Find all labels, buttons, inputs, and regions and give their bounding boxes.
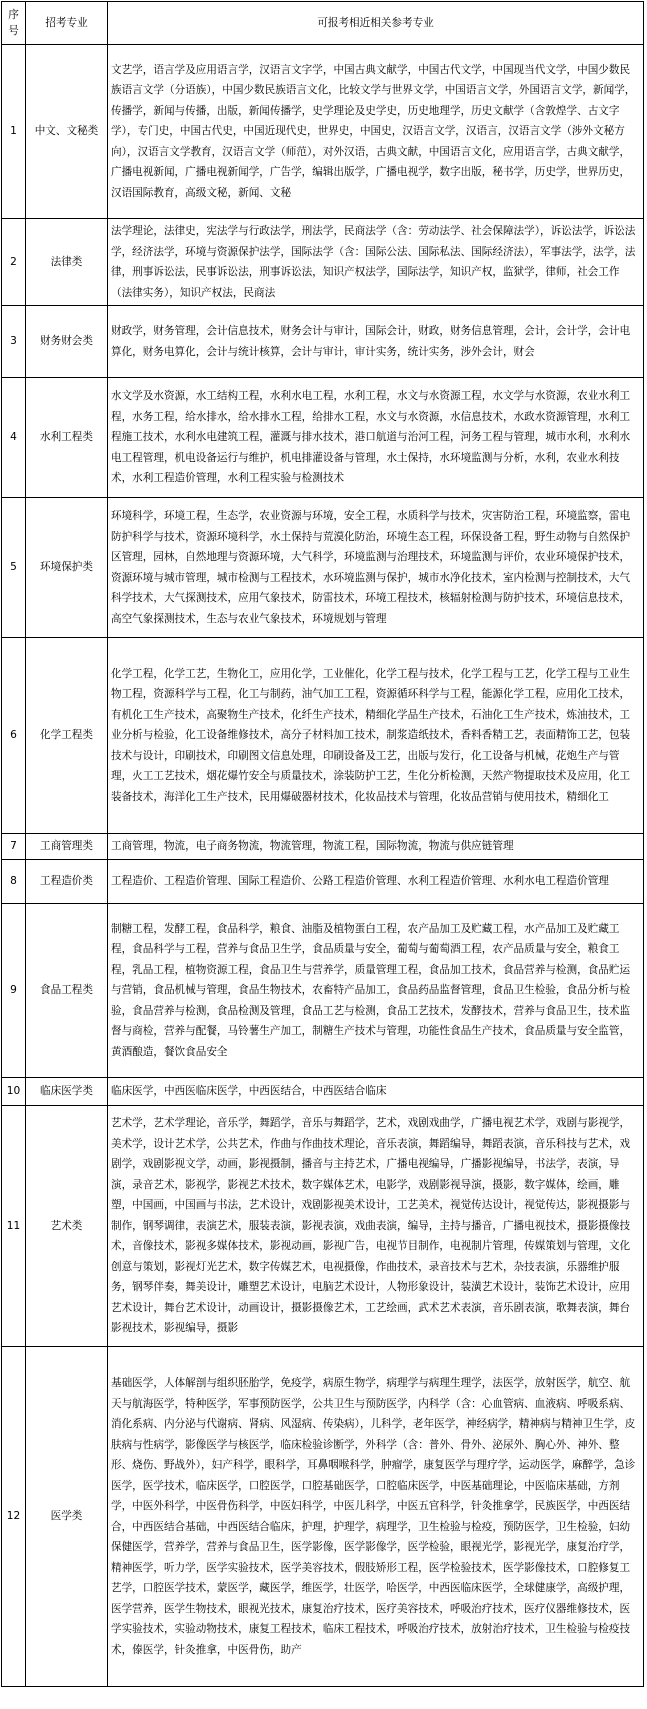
table-row (2, 45, 644, 219)
row-major: 化学工程类 (26, 638, 108, 834)
row-related-majors: 水文学及水资源，水工结构工程，水利水电工程，水利工程，水文与水资源工程，水文学与水资源，农业水利工程，水务工程，给水排水，给水排水工程，给排水工程，水文与水资源，水信息技术，水政水资源管理，水利工程施工技术，水利水电建筑工程，灌溉与排水技术，港口航道与治河工程，河务工程与管理，城市水利，水利水电工程管理，机电设备运行与维护，机电排灌设备与管理，水土保持，水环境监测与分析，水利，农业水利技术，水利工程造价管理，水利工程实验与检测技术 (108, 378, 644, 498)
table-row (2, 1106, 644, 1347)
row-major: 艺术类 (26, 1106, 108, 1347)
row-major: 环境保护类 (26, 498, 108, 638)
table-header-row (2, 2, 644, 45)
row-major: 法律类 (26, 219, 108, 306)
row-related-majors: 基础医学，人体解剖与组织胚胎学，免疫学，病原生物学，病理学与病理生理学，法医学，放射医学，航空、航天与航海医学，特种医学，军事预防医学，公共卫生与预防医学，内科学（含：心血管病、血液病、呼吸系病、消化系病、内分泌与代谢病、肾病、风湿病、传染病），儿科学，老年医学，神经病学，精神病与精神卫生学，皮肤病与性病学，影像医学与核医学，临床检验诊断学，外科学（含：普外、骨外、泌尿外、胸心外、神外、整形、烧伤、野战外），妇产科学，眼科学，耳鼻咽喉科学，肿瘤学，康复医学与理疗学，运动医学，麻醉学，急诊医学，医学技术，临床医学，口腔医学，口腔基础医学，口腔临床医学，中医基础理论，中医临床基础，方剂学，中医外科学，中医骨伤科学，中医妇科学，中医儿科学，中医五官科学，针灸推拿学，民族医学，中西医结合，中西医结合基础，中西医结合临床，护理，护理学，病理学，卫生检验与检疫，预防医学，卫生检验，妇幼保健医学，营养学，营养与食品卫生，医学影像，医学影像学，医学检验，眼视光学，影视光学，康复治疗学，精神医学，听力学，医学实验技术，医学美容技术，假肢矫形工程，医学检验技术，医学影像技术，口腔修复工艺学，口腔医学技术，蒙医学，藏医学，维医学，壮医学，哈医学，中西医临床医学，全球健康学，高级护理，医学营养，医学生物技术，眼视光技术，康复治疗技术，医疗美容技术，呼吸治疗技术，医疗仪器维修技术，医学实验技术，实验动物技术，康复工程技术，临床工程技术，呼吸治疗技术，放射治疗技术，卫生检验与检疫技术，傣医学，针灸推拿，中医骨伤，助产 (108, 1347, 644, 1687)
table-row (2, 1347, 644, 1687)
row-major: 工程造价类 (26, 860, 108, 904)
row-related-majors: 制糖工程，发酵工程，食品科学，粮食、油脂及植物蛋白工程，农产品加工及贮藏工程，水产品加工及贮藏工程，食品科学与工程，营养与食品卫生学，食品质量与安全，葡萄与葡萄酒工程，农产品质量与安全，粮食工程，乳品工程，植物资源工程，食品卫生与营养学，质量管理工程，食品加工技术，食品营养与检测，食品贮运与营销，食品机械与管理，食品生物技术，农畜特产品加工，食品药品监督管理，食品卫生检验，食品分析与检验，食品营养与检测，食品检测及管理，食品工艺与检测，食品工艺技术，发酵技术，营养与食品卫生，技术监督与商检，营养与配餐，马铃薯生产加工，制糖生产技术与管理，功能性食品生产技术，食品质量与安全监管，黄酒酿造，餐饮食品安全 (108, 904, 644, 1078)
row-number: 6 (2, 638, 26, 834)
row-number: 5 (2, 498, 26, 638)
row-related-majors: 化学工程，化学工艺，生物化工，应用化学，工业催化，化学工程与技术，化学工程与工艺，化学工程与工业生物工程，资源科学与工程，化工与制药，油气加工工程，资源循环科学与工程，能源化学工程，应用化工技术，有机化工生产技术，高聚物生产技术，化纤生产技术，精细化学品生产技术，石油化工生产技术，炼油技术，工业分析与检验，化工设备维修技术，高分子材料加工技术，制浆造纸技术，香料香精工艺，表面精饰工艺，包装技术与设计，印刷技术，印刷图文信息处理，印刷设备及工艺，出版与发行，化工设备与机械，花炮生产与管理，火工工艺技术，烟花爆竹安全与质量技术，涂装防护工艺，生化分析检测，天然产物提取技术及应用，化工装备技术，海洋化工生产技术，民用爆破器材技术，化妆品技术与管理，化妆品营销与使用技术，精细化工 (108, 638, 644, 834)
row-related-majors: 临床医学，中西医临床医学，中西医结合，中西医结合临床 (108, 1078, 644, 1106)
row-number: 11 (2, 1106, 26, 1347)
table-row (2, 498, 644, 638)
row-major: 财务财会类 (26, 306, 108, 378)
major-reference-table (1, 1, 644, 1687)
header-related: 可报考相近相关参考专业 (108, 2, 644, 45)
row-related-majors: 法学理论，法律史，宪法学与行政法学，刑法学，民商法学（含：劳动法学、社会保障法学），诉讼法学，诉讼法学，经济法学，环境与资源保护法学，国际法学（含：国际公法、国际私法、国际经济法），军事法学，法学，法律，刑事诉讼法，民事诉讼法，刑事诉讼法，知识产权法学，国际法学，知识产权，监狱学，律师，社会工作（法律实务），知识产权法，民商法 (108, 219, 644, 306)
table-row (2, 1078, 644, 1106)
table-row (2, 834, 644, 860)
row-number: 3 (2, 306, 26, 378)
table-row (2, 306, 644, 378)
row-number: 7 (2, 834, 26, 860)
row-number: 10 (2, 1078, 26, 1106)
row-major: 医学类 (26, 1347, 108, 1687)
row-related-majors: 财政学，财务管理，会计信息技术，财务会计与审计，国际会计，财政，财务信息管理，会计，会计学，会计电算化，财务电算化，会计与统计核算，会计与审计，审计实务，统计实务，涉外会计，财会 (108, 306, 644, 378)
row-number: 9 (2, 904, 26, 1078)
row-number: 1 (2, 45, 26, 219)
table-row (2, 638, 644, 834)
row-related-majors: 文艺学，语言学及应用语言学，汉语言文字学，中国古典文献学，中国古代文学，中国现当代文学，中国少数民族语言文学（分语族），中国少数民族语言文化，比较文学与世界文学，中国语言文学，外国语言文学，新闻学，传播学，新闻与传播，出版，新闻传播学，史学理论及史学史，历史地理学，历史文献学（含敦煌学、古文字学），专门史，中国古代史，中国近现代史，世界史，中国史，汉语言文学，汉语言，汉语言文学（涉外文秘方向），汉语言文学教育，汉语言文学（师范），对外汉语，古典文献，中国语言文化，应用语言学，古典文献学，广播电视新闻，广播电视新闻学，广告学，编辑出版学，广播电视学，数字出版，秘书学，历史学，世界历史，汉语国际教育，高级文秘，新闻、文秘 (108, 45, 644, 219)
row-related-majors: 工商管理，物流，电子商务物流，物流管理，物流工程，国际物流，物流与供应链管理 (108, 834, 644, 860)
table-row (2, 904, 644, 1078)
row-major: 工商管理类 (26, 834, 108, 860)
row-number: 8 (2, 860, 26, 904)
row-number: 2 (2, 219, 26, 306)
row-related-majors: 工程造价、工程造价管理、国际工程造价、公路工程造价管理、水利工程造价管理、水利水电工程造价管理 (108, 860, 644, 904)
row-major: 水利工程类 (26, 378, 108, 498)
header-no: 序号 (2, 2, 26, 45)
row-number: 12 (2, 1347, 26, 1687)
table-row (2, 860, 644, 904)
row-related-majors: 环境科学，环境工程，生态学，农业资源与环境，安全工程，水质科学与技术，灾害防治工程，环境监察，雷电防护科学与技术，资源环境科学，水土保持与荒漠化防治，环境生态工程，环保设备工程，野生动物与自然保护区管理，园林，自然地理与资源环境，大气科学，环境监测与治理技术，环境监测与评价，农业环境保护技术，资源环境与城市管理，城市检测与工程技术，水环境监测与保护，城市水净化技术，室内检测与控制技术，大气科学技术，大气探测技术，应用气象技术，防雷技术，环境工程技术，核辐射检测与防护技术，环境信息技术，高空气象探测技术，生态与农业气象技术，环境规划与管理 (108, 498, 644, 638)
row-number: 4 (2, 378, 26, 498)
row-major: 食品工程类 (26, 904, 108, 1078)
table-row (2, 378, 644, 498)
row-related-majors: 艺术学，艺术学理论，音乐学，舞蹈学，音乐与舞蹈学，艺术，戏剧戏曲学，广播电视艺术学，戏剧与影视学，美术学，设计艺术学，公共艺术，作曲与作曲技术理论，音乐表演，舞蹈编导，舞蹈表演，音乐科技与艺术，戏剧学，戏剧影视文学，动画，影视摄制，播音与主持艺术，广播电视编导，广播影视编导，书法学，表演，导演，录音艺术，影视学，影视艺术技术，数字媒体艺术，电影学，戏剧影视导演，摄影，数字媒体，绘画，雕塑，中国画，中国画与书法，艺术设计，戏剧影视美术设计，工艺美术，视觉传达设计，视觉传达，影视摄影与制作，钢琴调律，表演艺术，服装表演，影视表演，戏曲表演，编导，主持与播音，广播电视技术，摄影摄像技术，音像技术，影视多媒体技术，影视动画，影视广告，电视节目制作，电视制片管理，传媒策划与管理，文化创意与策划，影视灯光艺术，数字传媒艺术，电视摄像，作曲技术，录音技术与艺术，杂技表演，乐器维护服务，钢琴伴奏，舞美设计，雕塑艺术设计，电脑艺术设计，人物形象设计，装潢艺术设计，装饰艺术设计，应用艺术设计，舞台艺术设计，动画设计，摄影摄像艺术，工艺绘画，武术艺术表演，音乐剧表演，歌舞表演，舞台影视技术，影视编导，摄影 (108, 1106, 644, 1347)
row-major: 临床医学类 (26, 1078, 108, 1106)
header-major: 招考专业 (26, 2, 108, 45)
row-major: 中文、文秘类 (26, 45, 108, 219)
table-row (2, 219, 644, 306)
